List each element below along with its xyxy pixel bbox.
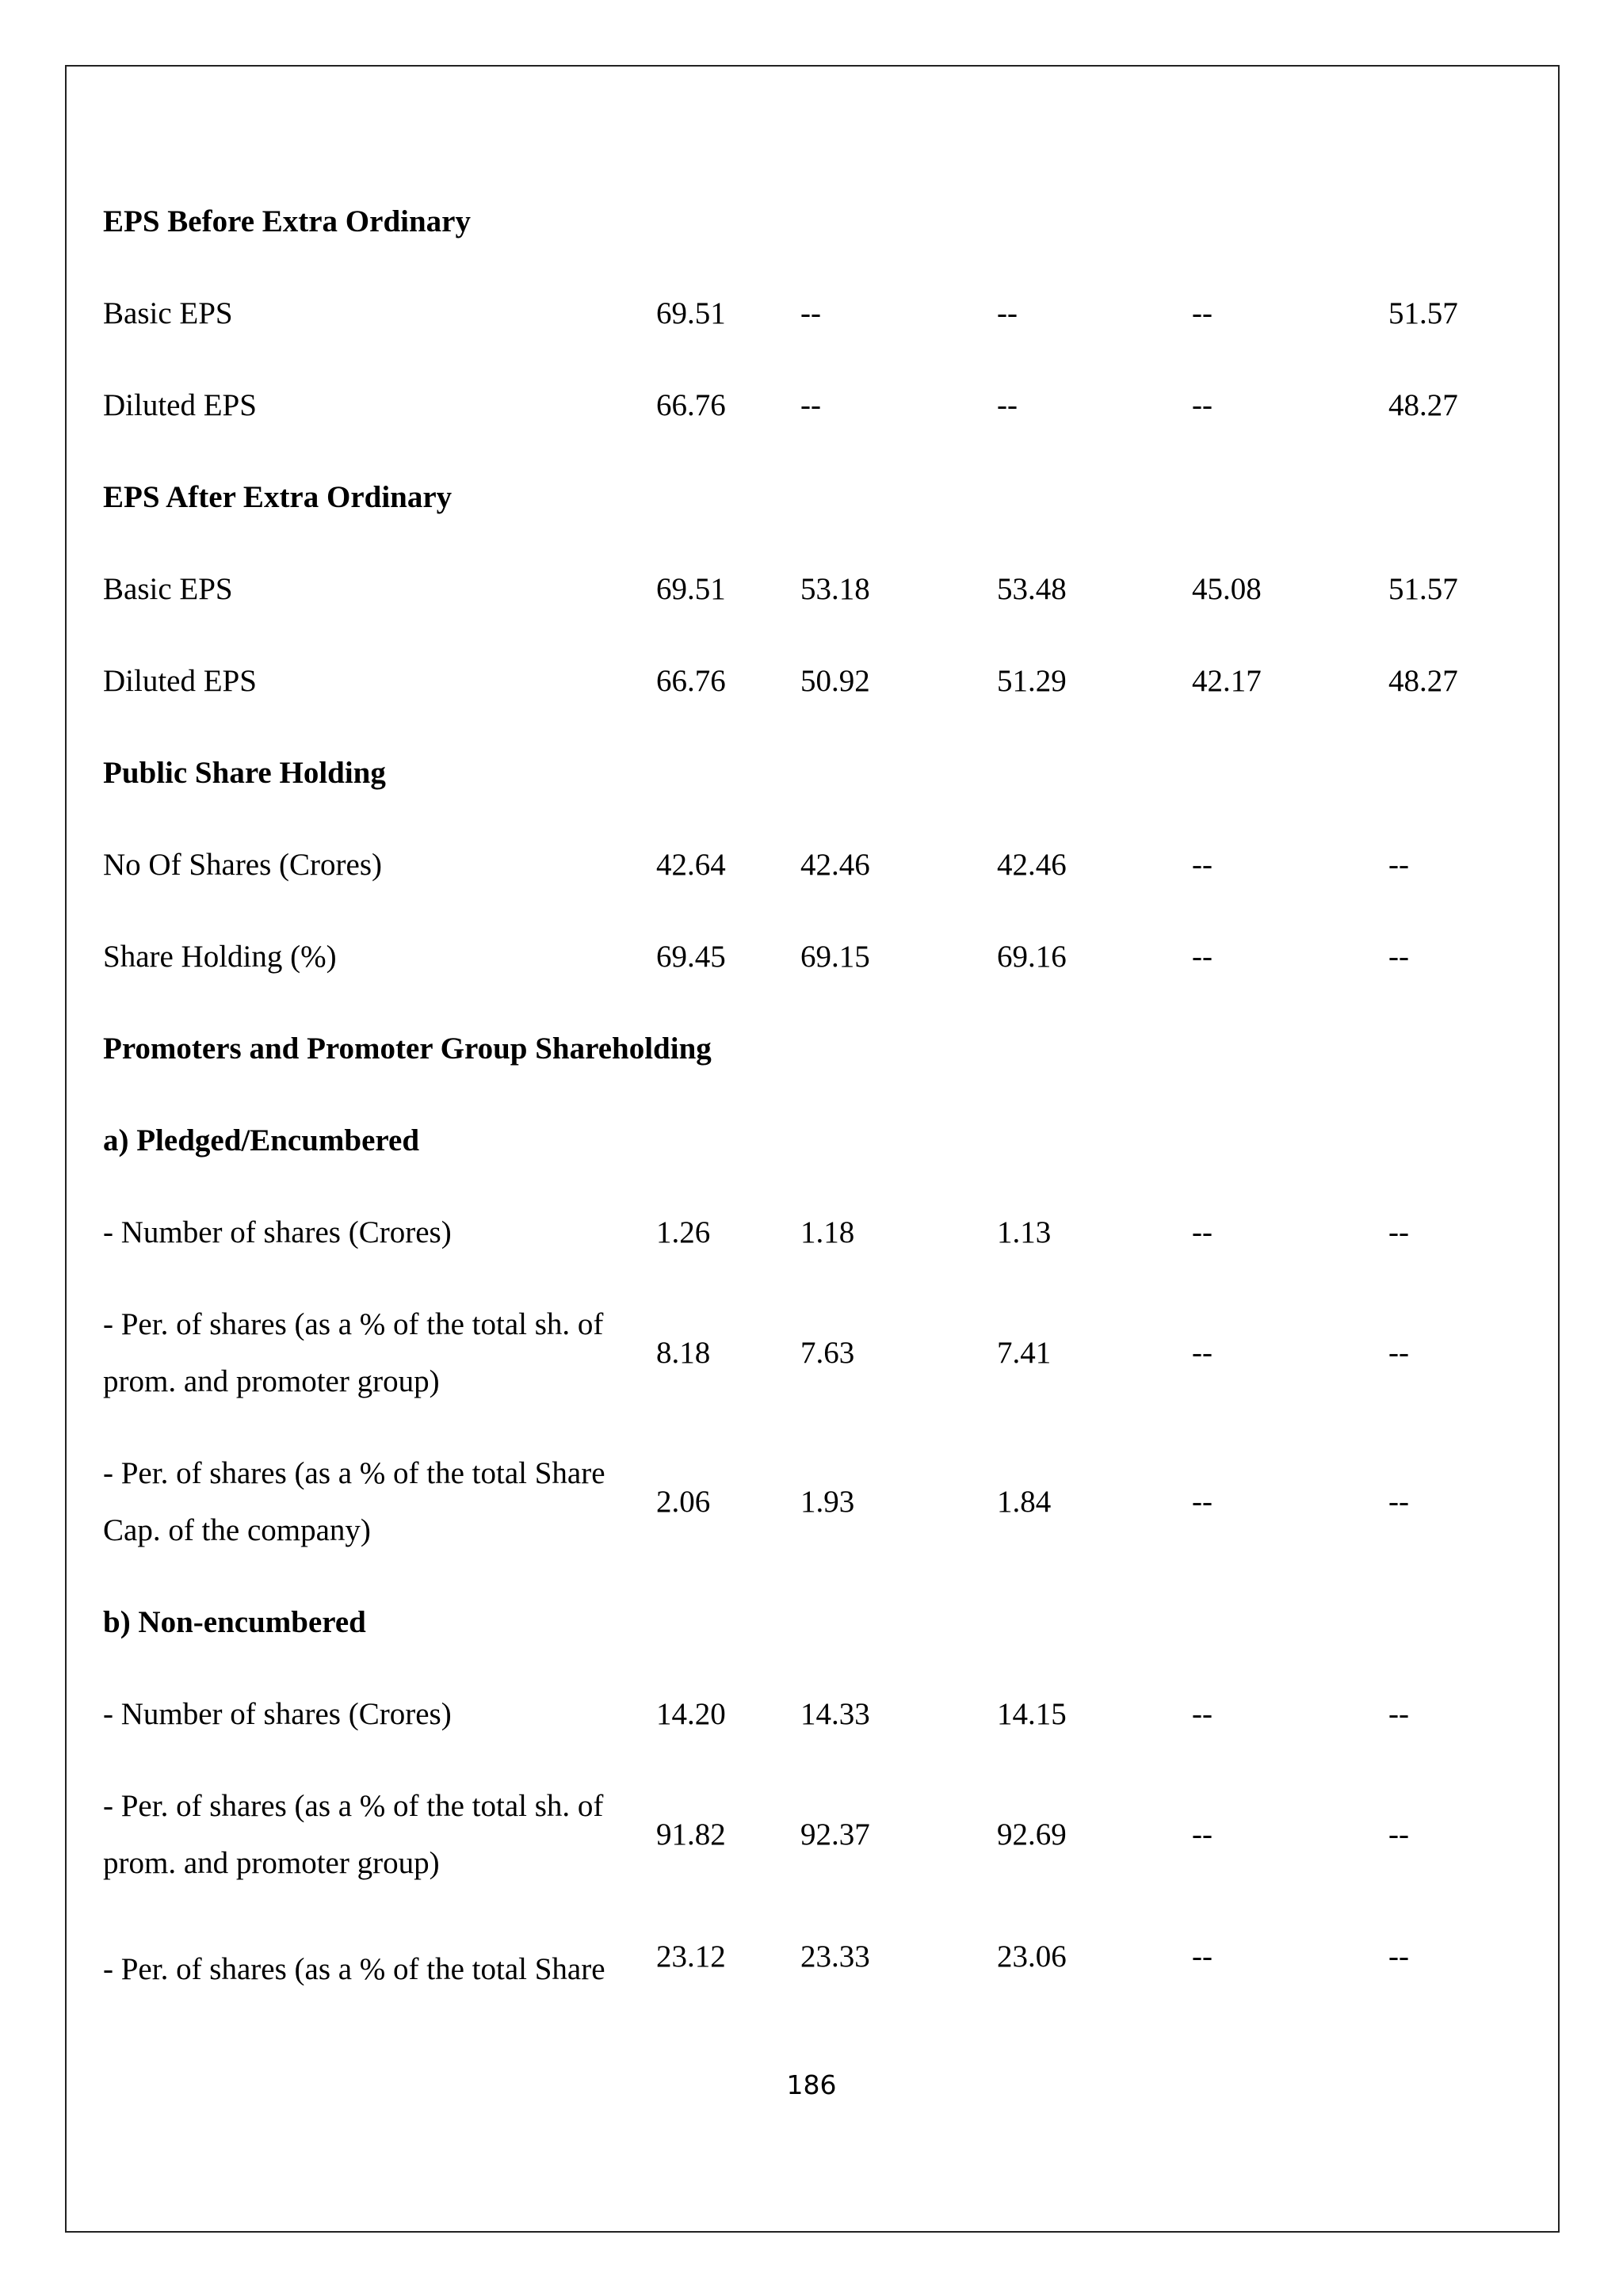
row-value: 69.15 xyxy=(800,940,870,974)
row-value: 1.84 xyxy=(997,1485,1052,1519)
row-value: 42.64 xyxy=(656,848,726,882)
row-value: 8.18 xyxy=(656,1336,711,1370)
row-value: -- xyxy=(1388,1485,1409,1519)
row-value: -- xyxy=(1192,1215,1212,1249)
row-value: 66.76 xyxy=(656,388,726,422)
section-title: Promoters and Promoter Group Shareholding xyxy=(103,1032,712,1066)
row-value: -- xyxy=(800,388,821,422)
row-value: 91.82 xyxy=(656,1817,726,1852)
section-title: EPS After Extra Ordinary xyxy=(103,480,453,514)
row-value: 42.17 xyxy=(1192,664,1262,698)
row-value: 14.15 xyxy=(997,1697,1067,1731)
row-label: No Of Shares (Crores) xyxy=(103,848,382,882)
row-label: - Per. of shares (as a % of the total sh. of prom. and promoter group) xyxy=(103,1307,604,1398)
row-value: 23.12 xyxy=(656,1939,726,1974)
row-value: 48.27 xyxy=(1388,388,1458,422)
row-value: 23.33 xyxy=(800,1939,870,1974)
row-value: 50.92 xyxy=(800,664,870,698)
row-value: -- xyxy=(997,388,1018,422)
row-value: -- xyxy=(800,296,821,330)
row-value: -- xyxy=(1192,1939,1212,1974)
row-value: -- xyxy=(1388,1697,1409,1731)
row-value: 7.41 xyxy=(997,1336,1052,1370)
row-value: 14.33 xyxy=(800,1697,870,1731)
row-value: 1.26 xyxy=(656,1215,711,1249)
row-value: -- xyxy=(997,296,1018,330)
row-value: 51.57 xyxy=(1388,572,1458,606)
row-value: -- xyxy=(1388,1939,1409,1974)
row-value: 42.46 xyxy=(800,848,870,882)
row-value: 69.45 xyxy=(656,940,726,974)
row-value: -- xyxy=(1388,1817,1409,1852)
row-value: 53.48 xyxy=(997,572,1067,606)
row-value: -- xyxy=(1388,848,1409,882)
row-label: Diluted EPS xyxy=(103,664,257,698)
row-value: -- xyxy=(1192,1336,1212,1370)
row-value: 69.16 xyxy=(997,940,1067,974)
row-value: 53.18 xyxy=(800,572,870,606)
row-label: - Number of shares (Crores) xyxy=(103,1215,452,1249)
row-value: 1.93 xyxy=(800,1485,855,1519)
row-value: 1.13 xyxy=(997,1215,1052,1249)
row-value: -- xyxy=(1192,1817,1212,1852)
row-value: -- xyxy=(1192,1697,1212,1731)
row-label: - Per. of shares (as a % of the total Share Cap. of the company) xyxy=(103,1456,605,1547)
section-title: b) Non-encumbered xyxy=(103,1605,366,1639)
row-value: 51.29 xyxy=(997,664,1067,698)
row-value: 2.06 xyxy=(656,1485,711,1519)
row-label: Diluted EPS xyxy=(103,388,257,422)
row-value: 7.63 xyxy=(800,1336,855,1370)
row-value: -- xyxy=(1388,1336,1409,1370)
row-value: 92.69 xyxy=(997,1817,1067,1852)
row-value: -- xyxy=(1192,296,1212,330)
row-value: -- xyxy=(1192,940,1212,974)
row-label: - Per. of shares (as a % of the total Share xyxy=(103,1952,605,1986)
row-value: -- xyxy=(1192,1485,1212,1519)
row-value: 51.57 xyxy=(1388,296,1458,330)
section-title: a) Pledged/Encumbered xyxy=(103,1123,420,1158)
row-value: -- xyxy=(1388,1215,1409,1249)
row-value: 92.37 xyxy=(800,1817,870,1852)
row-label: - Per. of shares (as a % of the total sh. of prom. and promoter group) xyxy=(103,1789,604,1880)
row-value: -- xyxy=(1388,940,1409,974)
row-value: 48.27 xyxy=(1388,664,1458,698)
row-label: Basic EPS xyxy=(103,572,233,606)
section-title: EPS Before Extra Ordinary xyxy=(103,204,471,238)
row-value: 45.08 xyxy=(1192,572,1262,606)
row-value: 1.18 xyxy=(800,1215,855,1249)
row-label: Basic EPS xyxy=(103,296,233,330)
row-value: 69.51 xyxy=(656,572,726,606)
section-title: Public Share Holding xyxy=(103,756,386,790)
row-value: 66.76 xyxy=(656,664,726,698)
row-label: - Number of shares (Crores) xyxy=(103,1697,452,1731)
row-value: -- xyxy=(1192,388,1212,422)
row-value: 23.06 xyxy=(997,1939,1067,1974)
row-value: -- xyxy=(1192,848,1212,882)
row-value: 69.51 xyxy=(656,296,726,330)
row-label: Share Holding (%) xyxy=(103,940,337,974)
page-number: 186 xyxy=(786,2069,837,2100)
row-value: 42.46 xyxy=(997,848,1067,882)
row-value: 14.20 xyxy=(656,1697,726,1731)
